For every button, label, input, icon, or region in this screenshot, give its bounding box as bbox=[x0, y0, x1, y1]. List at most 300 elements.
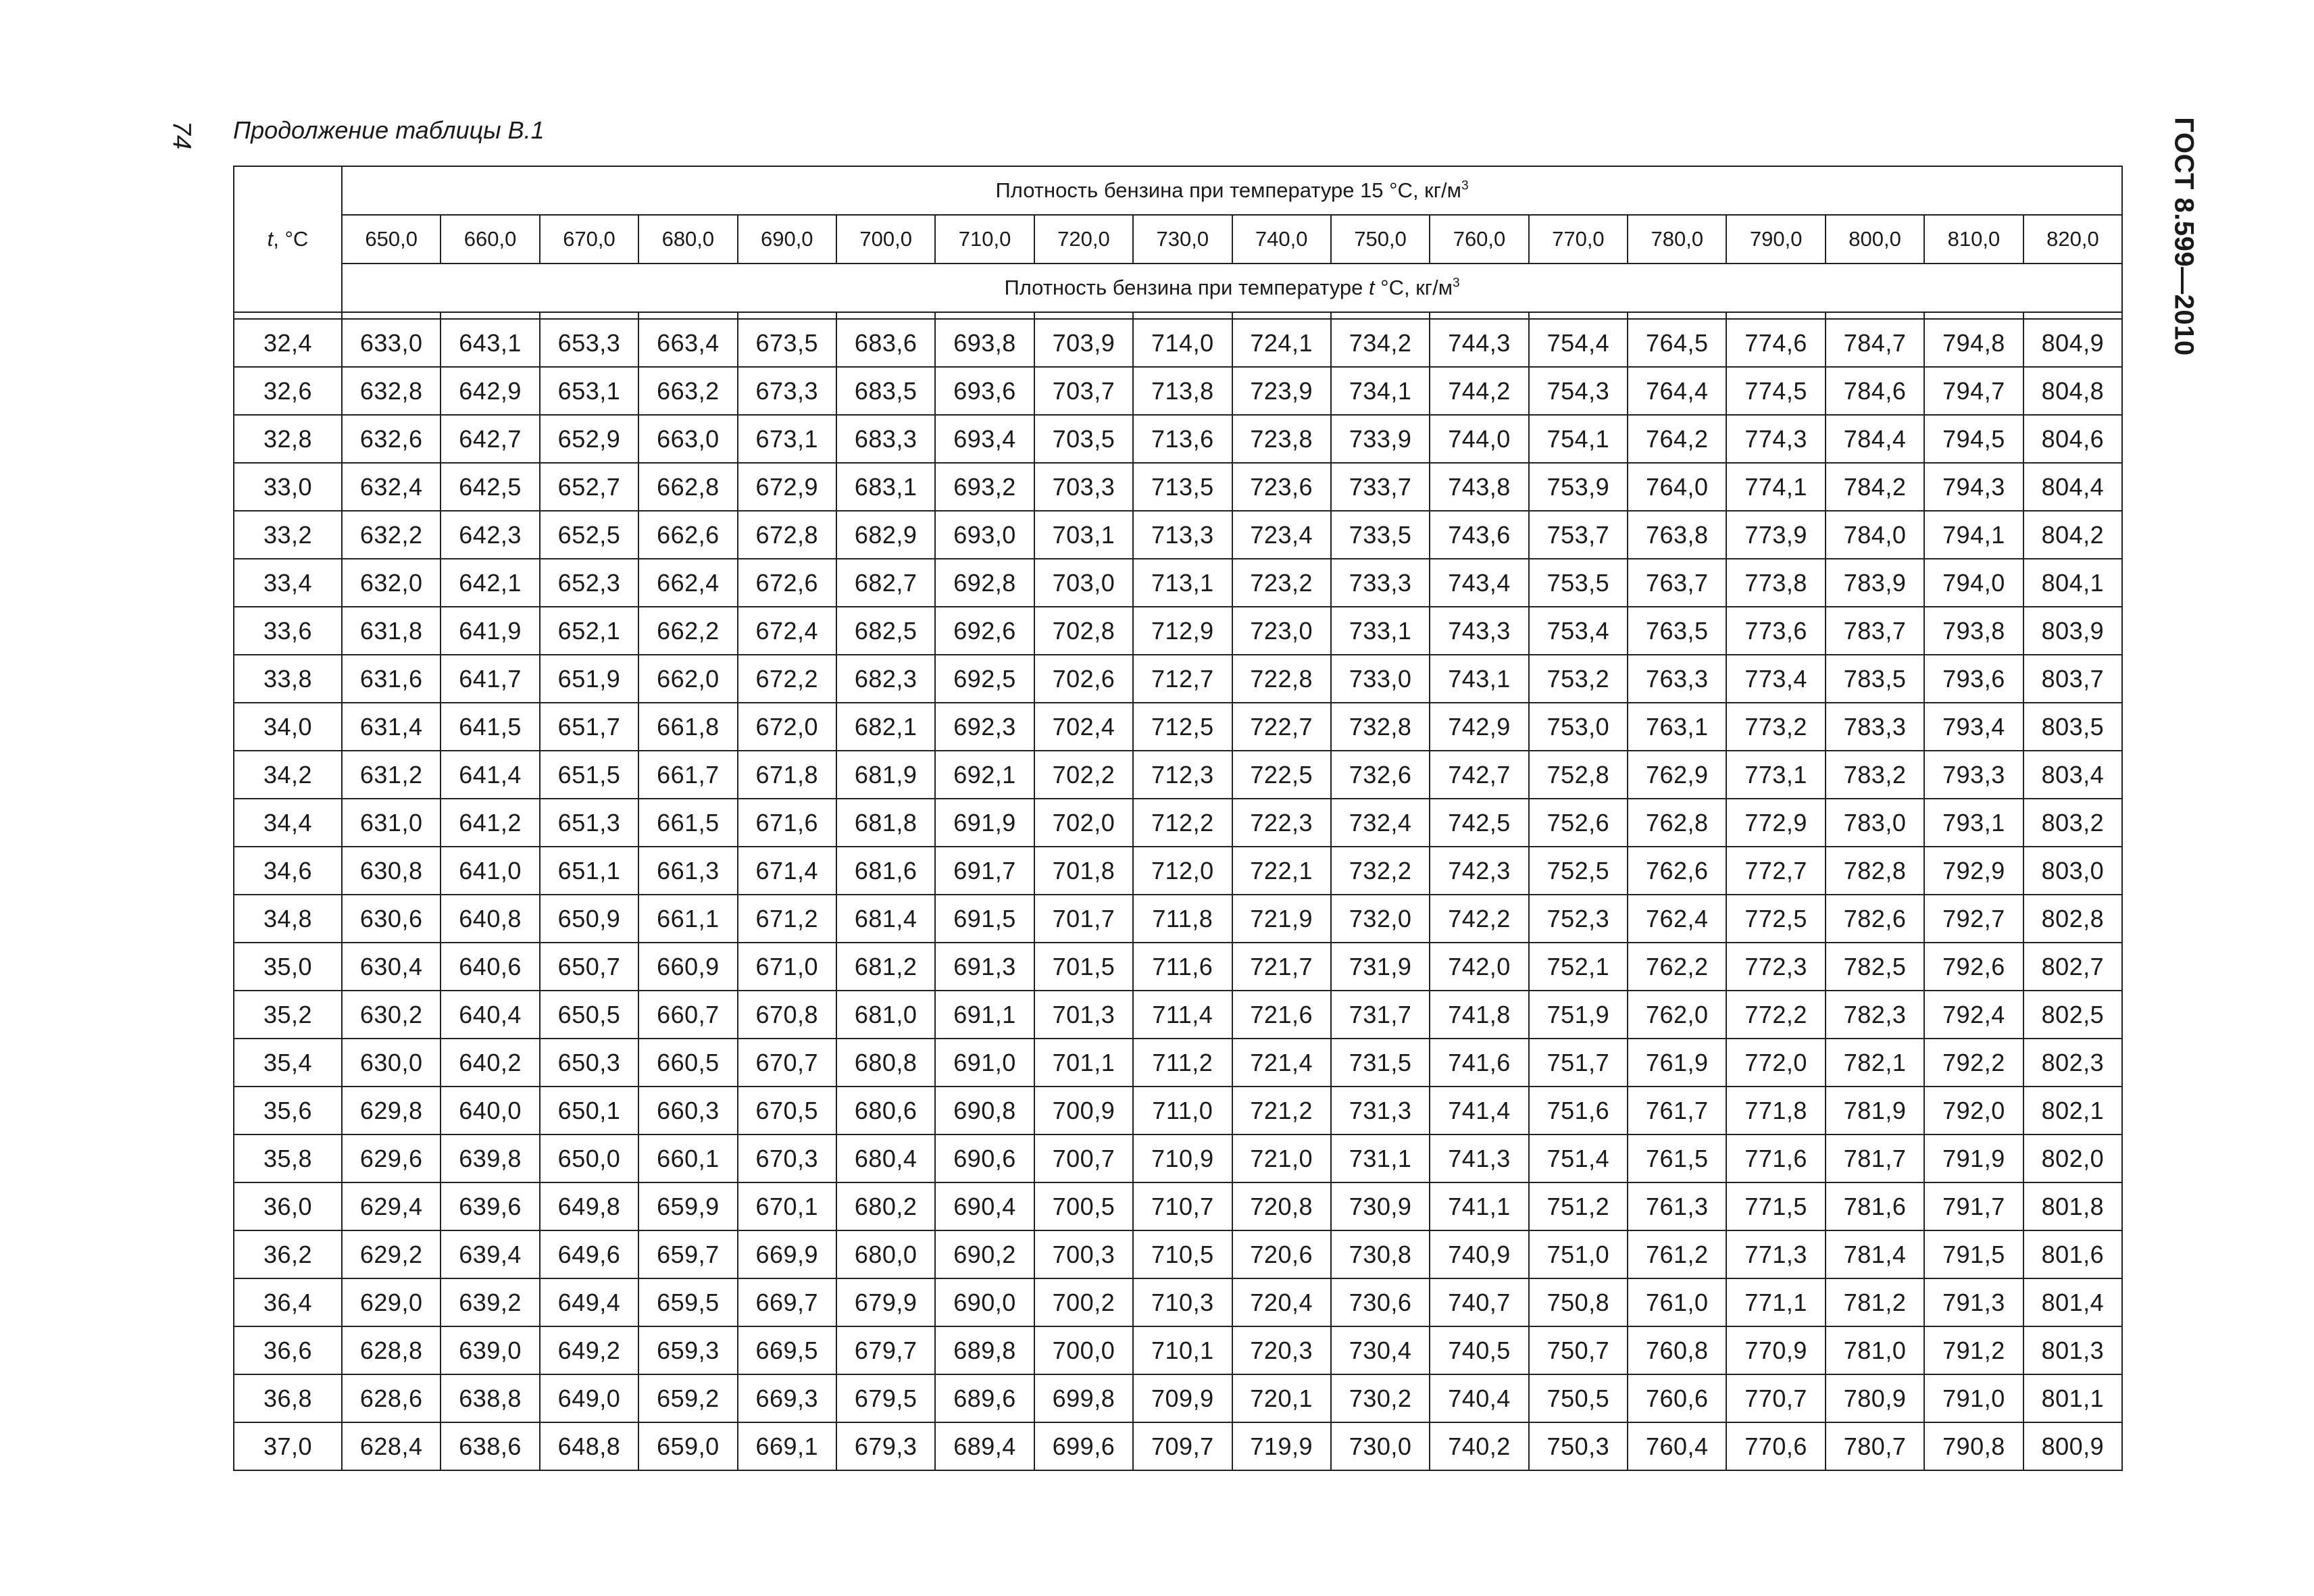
density-value-cell: 734,1 bbox=[1331, 367, 1430, 415]
density-value-cell: 652,3 bbox=[540, 559, 638, 607]
density-at-15-header: Плотность бензина при температуре 15 °C, $кг/м^3$ bbox=[342, 166, 2122, 215]
density-value-cell: 794,7 bbox=[1924, 367, 2023, 415]
temperature-cell: 35,8 bbox=[234, 1134, 342, 1182]
density-value-cell: 722,1 bbox=[1232, 847, 1331, 895]
density-value-cell: 802,5 bbox=[2023, 991, 2123, 1039]
density-value-cell: 652,9 bbox=[540, 415, 638, 463]
density-value-cell: 643,1 bbox=[441, 319, 539, 367]
density-value-cell: 753,0 bbox=[1529, 703, 1628, 751]
density-value-cell: 701,8 bbox=[1034, 847, 1133, 895]
density-value-cell: 689,6 bbox=[935, 1374, 1034, 1422]
density-value-cell: 659,2 bbox=[638, 1374, 737, 1422]
density-value-cell: 723,0 bbox=[1232, 607, 1331, 655]
density-value-cell: 639,8 bbox=[441, 1134, 539, 1182]
density-value-cell: 680,8 bbox=[836, 1039, 935, 1087]
density-value-cell: 740,2 bbox=[1430, 1422, 1528, 1470]
density-value-cell: 632,4 bbox=[342, 463, 441, 511]
separator-cell bbox=[1232, 312, 1331, 319]
density-value-cell: 754,1 bbox=[1529, 415, 1628, 463]
density-value-cell: 752,8 bbox=[1529, 751, 1628, 799]
density-value-cell: 710,5 bbox=[1133, 1230, 1232, 1278]
density-value-cell: 770,6 bbox=[1726, 1422, 1825, 1470]
density-value-cell: 774,1 bbox=[1726, 463, 1825, 511]
density-value-cell: 663,0 bbox=[638, 415, 737, 463]
density-value-cell: 640,0 bbox=[441, 1087, 539, 1134]
density-value-cell: 660,5 bbox=[638, 1039, 737, 1087]
density-value-cell: 803,5 bbox=[2023, 703, 2123, 751]
separator-cell bbox=[2023, 312, 2123, 319]
density-value-cell: 772,9 bbox=[1726, 799, 1825, 847]
density-value-cell: 650,3 bbox=[540, 1039, 638, 1087]
density-value-cell: 693,8 bbox=[935, 319, 1034, 367]
density-value-cell: 682,9 bbox=[836, 511, 935, 559]
temperature-cell: 37,0 bbox=[234, 1422, 342, 1470]
density-value-cell: 781,6 bbox=[1826, 1182, 1924, 1230]
density-value-cell: 711,0 bbox=[1133, 1087, 1232, 1134]
separator-cell bbox=[1628, 312, 1726, 319]
density-value-cell: 731,5 bbox=[1331, 1039, 1430, 1087]
density-column-header: 690,0 bbox=[738, 215, 836, 264]
density-value-cell: 641,4 bbox=[441, 751, 539, 799]
density-value-cell: 742,5 bbox=[1430, 799, 1528, 847]
density-value-cell: 733,0 bbox=[1331, 655, 1430, 703]
density-value-cell: 690,0 bbox=[935, 1278, 1034, 1326]
temperature-cell: 35,6 bbox=[234, 1087, 342, 1134]
density-column-header: 680,0 bbox=[638, 215, 737, 264]
density-value-cell: 660,9 bbox=[638, 943, 737, 991]
density-value-cell: 724,1 bbox=[1232, 319, 1331, 367]
density-value-cell: 763,5 bbox=[1628, 607, 1726, 655]
density-value-cell: 752,1 bbox=[1529, 943, 1628, 991]
density-value-cell: 631,4 bbox=[342, 703, 441, 751]
density-value-cell: 673,1 bbox=[738, 415, 836, 463]
density-value-cell: 680,4 bbox=[836, 1134, 935, 1182]
density-value-cell: 753,5 bbox=[1529, 559, 1628, 607]
density-value-cell: 793,3 bbox=[1924, 751, 2023, 799]
density-value-cell: 734,2 bbox=[1331, 319, 1430, 367]
density-value-cell: 661,5 bbox=[638, 799, 737, 847]
density-column-header: 790,0 bbox=[1726, 215, 1825, 264]
density-value-cell: 764,5 bbox=[1628, 319, 1726, 367]
density-value-cell: 699,8 bbox=[1034, 1374, 1133, 1422]
density-value-cell: 713,6 bbox=[1133, 415, 1232, 463]
density-value-cell: 783,5 bbox=[1826, 655, 1924, 703]
density-value-cell: 763,7 bbox=[1628, 559, 1726, 607]
density-value-cell: 782,3 bbox=[1826, 991, 1924, 1039]
temperature-cell: 36,8 bbox=[234, 1374, 342, 1422]
density-value-cell: 781,2 bbox=[1826, 1278, 1924, 1326]
density-value-cell: 803,2 bbox=[2023, 799, 2123, 847]
density-value-cell: 641,9 bbox=[441, 607, 539, 655]
separator-cell bbox=[540, 312, 638, 319]
density-value-cell: 679,3 bbox=[836, 1422, 935, 1470]
density-value-cell: 794,3 bbox=[1924, 463, 2023, 511]
density-value-cell: 720,3 bbox=[1232, 1326, 1331, 1374]
density-value-cell: 764,0 bbox=[1628, 463, 1726, 511]
density-value-cell: 672,9 bbox=[738, 463, 836, 511]
density-value-cell: 800,9 bbox=[2023, 1422, 2123, 1470]
separator-cell bbox=[1726, 312, 1825, 319]
density-value-cell: 802,1 bbox=[2023, 1087, 2123, 1134]
density-value-cell: 722,7 bbox=[1232, 703, 1331, 751]
density-value-cell: 774,6 bbox=[1726, 319, 1825, 367]
density-value-cell: 628,8 bbox=[342, 1326, 441, 1374]
density-column-header: 780,0 bbox=[1628, 215, 1726, 264]
density-value-cell: 682,5 bbox=[836, 607, 935, 655]
density-value-cell: 651,5 bbox=[540, 751, 638, 799]
density-value-cell: 792,2 bbox=[1924, 1039, 2023, 1087]
table-row bbox=[234, 319, 2122, 367]
density-value-cell: 723,6 bbox=[1232, 463, 1331, 511]
density-value-cell: 690,4 bbox=[935, 1182, 1034, 1230]
density-value-cell: 662,4 bbox=[638, 559, 737, 607]
density-value-cell: 631,6 bbox=[342, 655, 441, 703]
density-value-cell: 651,3 bbox=[540, 799, 638, 847]
density-value-cell: 764,2 bbox=[1628, 415, 1726, 463]
density-value-cell: 781,7 bbox=[1826, 1134, 1924, 1182]
separator-cell bbox=[1924, 312, 2023, 319]
density-value-cell: 653,1 bbox=[540, 367, 638, 415]
density-value-cell: 672,0 bbox=[738, 703, 836, 751]
density-value-cell: 661,7 bbox=[638, 751, 737, 799]
density-value-cell: 752,6 bbox=[1529, 799, 1628, 847]
density-value-cell: 750,3 bbox=[1529, 1422, 1628, 1470]
table-row bbox=[234, 1182, 2122, 1230]
density-value-cell: 681,6 bbox=[836, 847, 935, 895]
density-value-cell: 714,0 bbox=[1133, 319, 1232, 367]
density-value-cell: 723,4 bbox=[1232, 511, 1331, 559]
density-value-cell: 700,7 bbox=[1034, 1134, 1133, 1182]
density-value-cell: 731,1 bbox=[1331, 1134, 1430, 1182]
table-row bbox=[234, 415, 2122, 463]
density-value-cell: 660,7 bbox=[638, 991, 737, 1039]
table-row bbox=[234, 991, 2122, 1039]
density-value-cell: 691,5 bbox=[935, 895, 1034, 943]
density-value-cell: 661,8 bbox=[638, 703, 737, 751]
density-value-cell: 730,4 bbox=[1331, 1326, 1430, 1374]
density-value-cell: 629,6 bbox=[342, 1134, 441, 1182]
table-row bbox=[234, 1134, 2122, 1182]
density-value-cell: 801,4 bbox=[2023, 1278, 2123, 1326]
density-value-cell: 772,2 bbox=[1726, 991, 1825, 1039]
density-value-cell: 710,9 bbox=[1133, 1134, 1232, 1182]
density-value-cell: 784,0 bbox=[1826, 511, 1924, 559]
table-row bbox=[234, 511, 2122, 559]
density-value-cell: 771,5 bbox=[1726, 1182, 1825, 1230]
density-value-cell: 721,0 bbox=[1232, 1134, 1331, 1182]
density-value-cell: 703,1 bbox=[1034, 511, 1133, 559]
density-value-cell: 638,6 bbox=[441, 1422, 539, 1470]
density-value-cell: 772,3 bbox=[1726, 943, 1825, 991]
density-value-cell: 671,0 bbox=[738, 943, 836, 991]
density-value-cell: 793,6 bbox=[1924, 655, 2023, 703]
density-value-cell: 763,8 bbox=[1628, 511, 1726, 559]
density-value-cell: 782,8 bbox=[1826, 847, 1924, 895]
table-row bbox=[234, 1230, 2122, 1278]
density-value-cell: 671,4 bbox=[738, 847, 836, 895]
density-value-cell: 722,5 bbox=[1232, 751, 1331, 799]
density-value-cell: 731,7 bbox=[1331, 991, 1430, 1039]
density-value-cell: 642,7 bbox=[441, 415, 539, 463]
density-value-cell: 730,9 bbox=[1331, 1182, 1430, 1230]
density-value-cell: 784,2 bbox=[1826, 463, 1924, 511]
density-value-cell: 792,4 bbox=[1924, 991, 2023, 1039]
density-value-cell: 803,4 bbox=[2023, 751, 2123, 799]
density-value-cell: 771,6 bbox=[1726, 1134, 1825, 1182]
density-value-cell: 782,6 bbox=[1826, 895, 1924, 943]
density-value-cell: 791,5 bbox=[1924, 1230, 2023, 1278]
density-value-cell: 764,4 bbox=[1628, 367, 1726, 415]
density-value-cell: 762,0 bbox=[1628, 991, 1726, 1039]
density-value-cell: 692,3 bbox=[935, 703, 1034, 751]
temperature-cell: 35,2 bbox=[234, 991, 342, 1039]
density-value-cell: 630,0 bbox=[342, 1039, 441, 1087]
temperature-cell: 34,0 bbox=[234, 703, 342, 751]
density-value-cell: 784,6 bbox=[1826, 367, 1924, 415]
density-value-cell: 641,2 bbox=[441, 799, 539, 847]
density-column-header: 740,0 bbox=[1232, 215, 1331, 264]
density-columns-row bbox=[234, 215, 2122, 264]
temperature-cell: 33,6 bbox=[234, 607, 342, 655]
density-value-cell: 682,3 bbox=[836, 655, 935, 703]
density-value-cell: 741,3 bbox=[1430, 1134, 1528, 1182]
density-value-cell: 692,8 bbox=[935, 559, 1034, 607]
table-row bbox=[234, 799, 2122, 847]
density-value-cell: 632,6 bbox=[342, 415, 441, 463]
density-value-cell: 774,5 bbox=[1726, 367, 1825, 415]
table-row bbox=[234, 1087, 2122, 1134]
density-column-header: 710,0 bbox=[935, 215, 1034, 264]
table-row bbox=[234, 1278, 2122, 1326]
density-value-cell: 793,4 bbox=[1924, 703, 2023, 751]
density-value-cell: 731,9 bbox=[1331, 943, 1430, 991]
density-value-cell: 700,9 bbox=[1034, 1087, 1133, 1134]
density-value-cell: 751,0 bbox=[1529, 1230, 1628, 1278]
separator-cell bbox=[441, 312, 539, 319]
density-value-cell: 628,6 bbox=[342, 1374, 441, 1422]
density-value-cell: 742,0 bbox=[1430, 943, 1528, 991]
density-value-cell: 782,5 bbox=[1826, 943, 1924, 991]
density-value-cell: 780,9 bbox=[1826, 1374, 1924, 1422]
table-row bbox=[234, 751, 2122, 799]
density-value-cell: 793,8 bbox=[1924, 607, 2023, 655]
density-value-cell: 652,1 bbox=[540, 607, 638, 655]
density-value-cell: 670,1 bbox=[738, 1182, 836, 1230]
density-value-cell: 803,7 bbox=[2023, 655, 2123, 703]
density-value-cell: 630,4 bbox=[342, 943, 441, 991]
density-value-cell: 773,8 bbox=[1726, 559, 1825, 607]
density-value-cell: 750,5 bbox=[1529, 1374, 1628, 1422]
separator-cell bbox=[1529, 312, 1628, 319]
separator-cell bbox=[234, 312, 342, 319]
density-value-cell: 762,6 bbox=[1628, 847, 1726, 895]
density-value-cell: 733,7 bbox=[1331, 463, 1430, 511]
page-number: 74 bbox=[167, 120, 196, 150]
density-value-cell: 751,2 bbox=[1529, 1182, 1628, 1230]
density-value-cell: 733,3 bbox=[1331, 559, 1430, 607]
density-value-cell: 794,8 bbox=[1924, 319, 2023, 367]
density-value-cell: 662,0 bbox=[638, 655, 737, 703]
density-value-cell: 681,0 bbox=[836, 991, 935, 1039]
temperature-cell: 32,4 bbox=[234, 319, 342, 367]
density-value-cell: 773,1 bbox=[1726, 751, 1825, 799]
density-value-cell: 642,5 bbox=[441, 463, 539, 511]
density-value-cell: 650,1 bbox=[540, 1087, 638, 1134]
density-value-cell: 659,3 bbox=[638, 1326, 737, 1374]
density-value-cell: 681,9 bbox=[836, 751, 935, 799]
density-value-cell: 732,2 bbox=[1331, 847, 1430, 895]
density-value-cell: 753,9 bbox=[1529, 463, 1628, 511]
density-value-cell: 689,4 bbox=[935, 1422, 1034, 1470]
density-value-cell: 692,6 bbox=[935, 607, 1034, 655]
density-value-cell: 741,4 bbox=[1430, 1087, 1528, 1134]
density-value-cell: 740,7 bbox=[1430, 1278, 1528, 1326]
table-body bbox=[234, 319, 2122, 1470]
density-value-cell: 721,9 bbox=[1232, 895, 1331, 943]
density-value-cell: 701,3 bbox=[1034, 991, 1133, 1039]
density-value-cell: 720,8 bbox=[1232, 1182, 1331, 1230]
density-value-cell: 711,6 bbox=[1133, 943, 1232, 991]
density-value-cell: 802,0 bbox=[2023, 1134, 2123, 1182]
density-value-cell: 630,2 bbox=[342, 991, 441, 1039]
density-column-header: 770,0 bbox=[1529, 215, 1628, 264]
density-value-cell: 703,9 bbox=[1034, 319, 1133, 367]
density-value-cell: 641,0 bbox=[441, 847, 539, 895]
density-value-cell: 741,6 bbox=[1430, 1039, 1528, 1087]
density-value-cell: 680,6 bbox=[836, 1087, 935, 1134]
density-value-cell: 670,5 bbox=[738, 1087, 836, 1134]
density-value-cell: 752,5 bbox=[1529, 847, 1628, 895]
density-value-cell: 640,6 bbox=[441, 943, 539, 991]
density-value-cell: 730,8 bbox=[1331, 1230, 1430, 1278]
density-value-cell: 751,6 bbox=[1529, 1087, 1628, 1134]
density-value-cell: 659,9 bbox=[638, 1182, 737, 1230]
density-value-cell: 648,8 bbox=[540, 1422, 638, 1470]
density-value-cell: 741,8 bbox=[1430, 991, 1528, 1039]
density-value-cell: 801,6 bbox=[2023, 1230, 2123, 1278]
density-value-cell: 680,0 bbox=[836, 1230, 935, 1278]
separator-cell bbox=[836, 312, 935, 319]
temperature-cell: 32,8 bbox=[234, 415, 342, 463]
density-value-cell: 682,7 bbox=[836, 559, 935, 607]
density-value-cell: 791,7 bbox=[1924, 1182, 2023, 1230]
density-value-cell: 659,5 bbox=[638, 1278, 737, 1326]
density-value-cell: 662,8 bbox=[638, 463, 737, 511]
table-row bbox=[234, 943, 2122, 991]
density-value-cell: 649,4 bbox=[540, 1278, 638, 1326]
density-value-cell: 700,0 bbox=[1034, 1326, 1133, 1374]
table-row bbox=[234, 559, 2122, 607]
density-value-cell: 632,0 bbox=[342, 559, 441, 607]
density-value-cell: 794,5 bbox=[1924, 415, 2023, 463]
density-value-cell: 689,8 bbox=[935, 1326, 1034, 1374]
density-value-cell: 710,1 bbox=[1133, 1326, 1232, 1374]
density-value-cell: 702,2 bbox=[1034, 751, 1133, 799]
density-value-cell: 693,0 bbox=[935, 511, 1034, 559]
density-value-cell: 751,9 bbox=[1529, 991, 1628, 1039]
density-value-cell: 754,4 bbox=[1529, 319, 1628, 367]
density-value-cell: 740,9 bbox=[1430, 1230, 1528, 1278]
density-value-cell: 641,7 bbox=[441, 655, 539, 703]
density-value-cell: 659,0 bbox=[638, 1422, 737, 1470]
density-value-cell: 673,3 bbox=[738, 367, 836, 415]
density-value-cell: 742,7 bbox=[1430, 751, 1528, 799]
density-value-cell: 680,2 bbox=[836, 1182, 935, 1230]
density-value-cell: 760,4 bbox=[1628, 1422, 1726, 1470]
density-value-cell: 639,2 bbox=[441, 1278, 539, 1326]
density-value-cell: 681,8 bbox=[836, 799, 935, 847]
density-column-header: 720,0 bbox=[1034, 215, 1133, 264]
density-column-header: 670,0 bbox=[540, 215, 638, 264]
density-value-cell: 754,3 bbox=[1529, 367, 1628, 415]
density-column-header: 700,0 bbox=[836, 215, 935, 264]
table-row bbox=[234, 655, 2122, 703]
density-value-cell: 753,2 bbox=[1529, 655, 1628, 703]
temperature-cell: 36,4 bbox=[234, 1278, 342, 1326]
density-value-cell: 783,9 bbox=[1826, 559, 1924, 607]
density-value-cell: 723,2 bbox=[1232, 559, 1331, 607]
density-value-cell: 683,6 bbox=[836, 319, 935, 367]
temperature-cell: 33,4 bbox=[234, 559, 342, 607]
density-value-cell: 760,8 bbox=[1628, 1326, 1726, 1374]
density-value-cell: 669,9 bbox=[738, 1230, 836, 1278]
density-value-cell: 804,8 bbox=[2023, 367, 2123, 415]
density-value-cell: 732,4 bbox=[1331, 799, 1430, 847]
density-value-cell: 701,5 bbox=[1034, 943, 1133, 991]
density-value-cell: 669,7 bbox=[738, 1278, 836, 1326]
density-value-cell: 802,8 bbox=[2023, 895, 2123, 943]
density-value-cell: 649,0 bbox=[540, 1374, 638, 1422]
density-value-cell: 791,2 bbox=[1924, 1326, 2023, 1374]
density-value-cell: 632,2 bbox=[342, 511, 441, 559]
density-value-cell: 699,6 bbox=[1034, 1422, 1133, 1470]
temperature-cell: 35,4 bbox=[234, 1039, 342, 1087]
density-value-cell: 804,6 bbox=[2023, 415, 2123, 463]
density-value-cell: 761,2 bbox=[1628, 1230, 1726, 1278]
density-value-cell: 702,8 bbox=[1034, 607, 1133, 655]
density-value-cell: 783,3 bbox=[1826, 703, 1924, 751]
separator-cell bbox=[1034, 312, 1133, 319]
density-value-cell: 751,4 bbox=[1529, 1134, 1628, 1182]
density-value-cell: 791,9 bbox=[1924, 1134, 2023, 1182]
density-value-cell: 662,6 bbox=[638, 511, 737, 559]
table-row bbox=[234, 703, 2122, 751]
density-value-cell: 760,6 bbox=[1628, 1374, 1726, 1422]
density-value-cell: 774,3 bbox=[1726, 415, 1825, 463]
density-value-cell: 669,5 bbox=[738, 1326, 836, 1374]
density-value-cell: 671,8 bbox=[738, 751, 836, 799]
density-value-cell: 710,7 bbox=[1133, 1182, 1232, 1230]
density-value-cell: 650,9 bbox=[540, 895, 638, 943]
density-value-cell: 661,1 bbox=[638, 895, 737, 943]
table-row bbox=[234, 895, 2122, 943]
density-value-cell: 744,0 bbox=[1430, 415, 1528, 463]
density-value-cell: 700,5 bbox=[1034, 1182, 1133, 1230]
density-value-cell: 794,0 bbox=[1924, 559, 2023, 607]
density-column-header: 660,0 bbox=[441, 215, 539, 264]
density-value-cell: 773,9 bbox=[1726, 511, 1825, 559]
density-value-cell: 801,1 bbox=[2023, 1374, 2123, 1422]
density-value-cell: 651,1 bbox=[540, 847, 638, 895]
density-value-cell: 771,3 bbox=[1726, 1230, 1825, 1278]
density-value-cell: 723,9 bbox=[1232, 367, 1331, 415]
density-value-cell: 633,0 bbox=[342, 319, 441, 367]
density-value-cell: 702,4 bbox=[1034, 703, 1133, 751]
density-value-cell: 761,3 bbox=[1628, 1182, 1726, 1230]
density-value-cell: 652,5 bbox=[540, 511, 638, 559]
density-value-cell: 731,3 bbox=[1331, 1087, 1430, 1134]
density-value-cell: 649,8 bbox=[540, 1182, 638, 1230]
